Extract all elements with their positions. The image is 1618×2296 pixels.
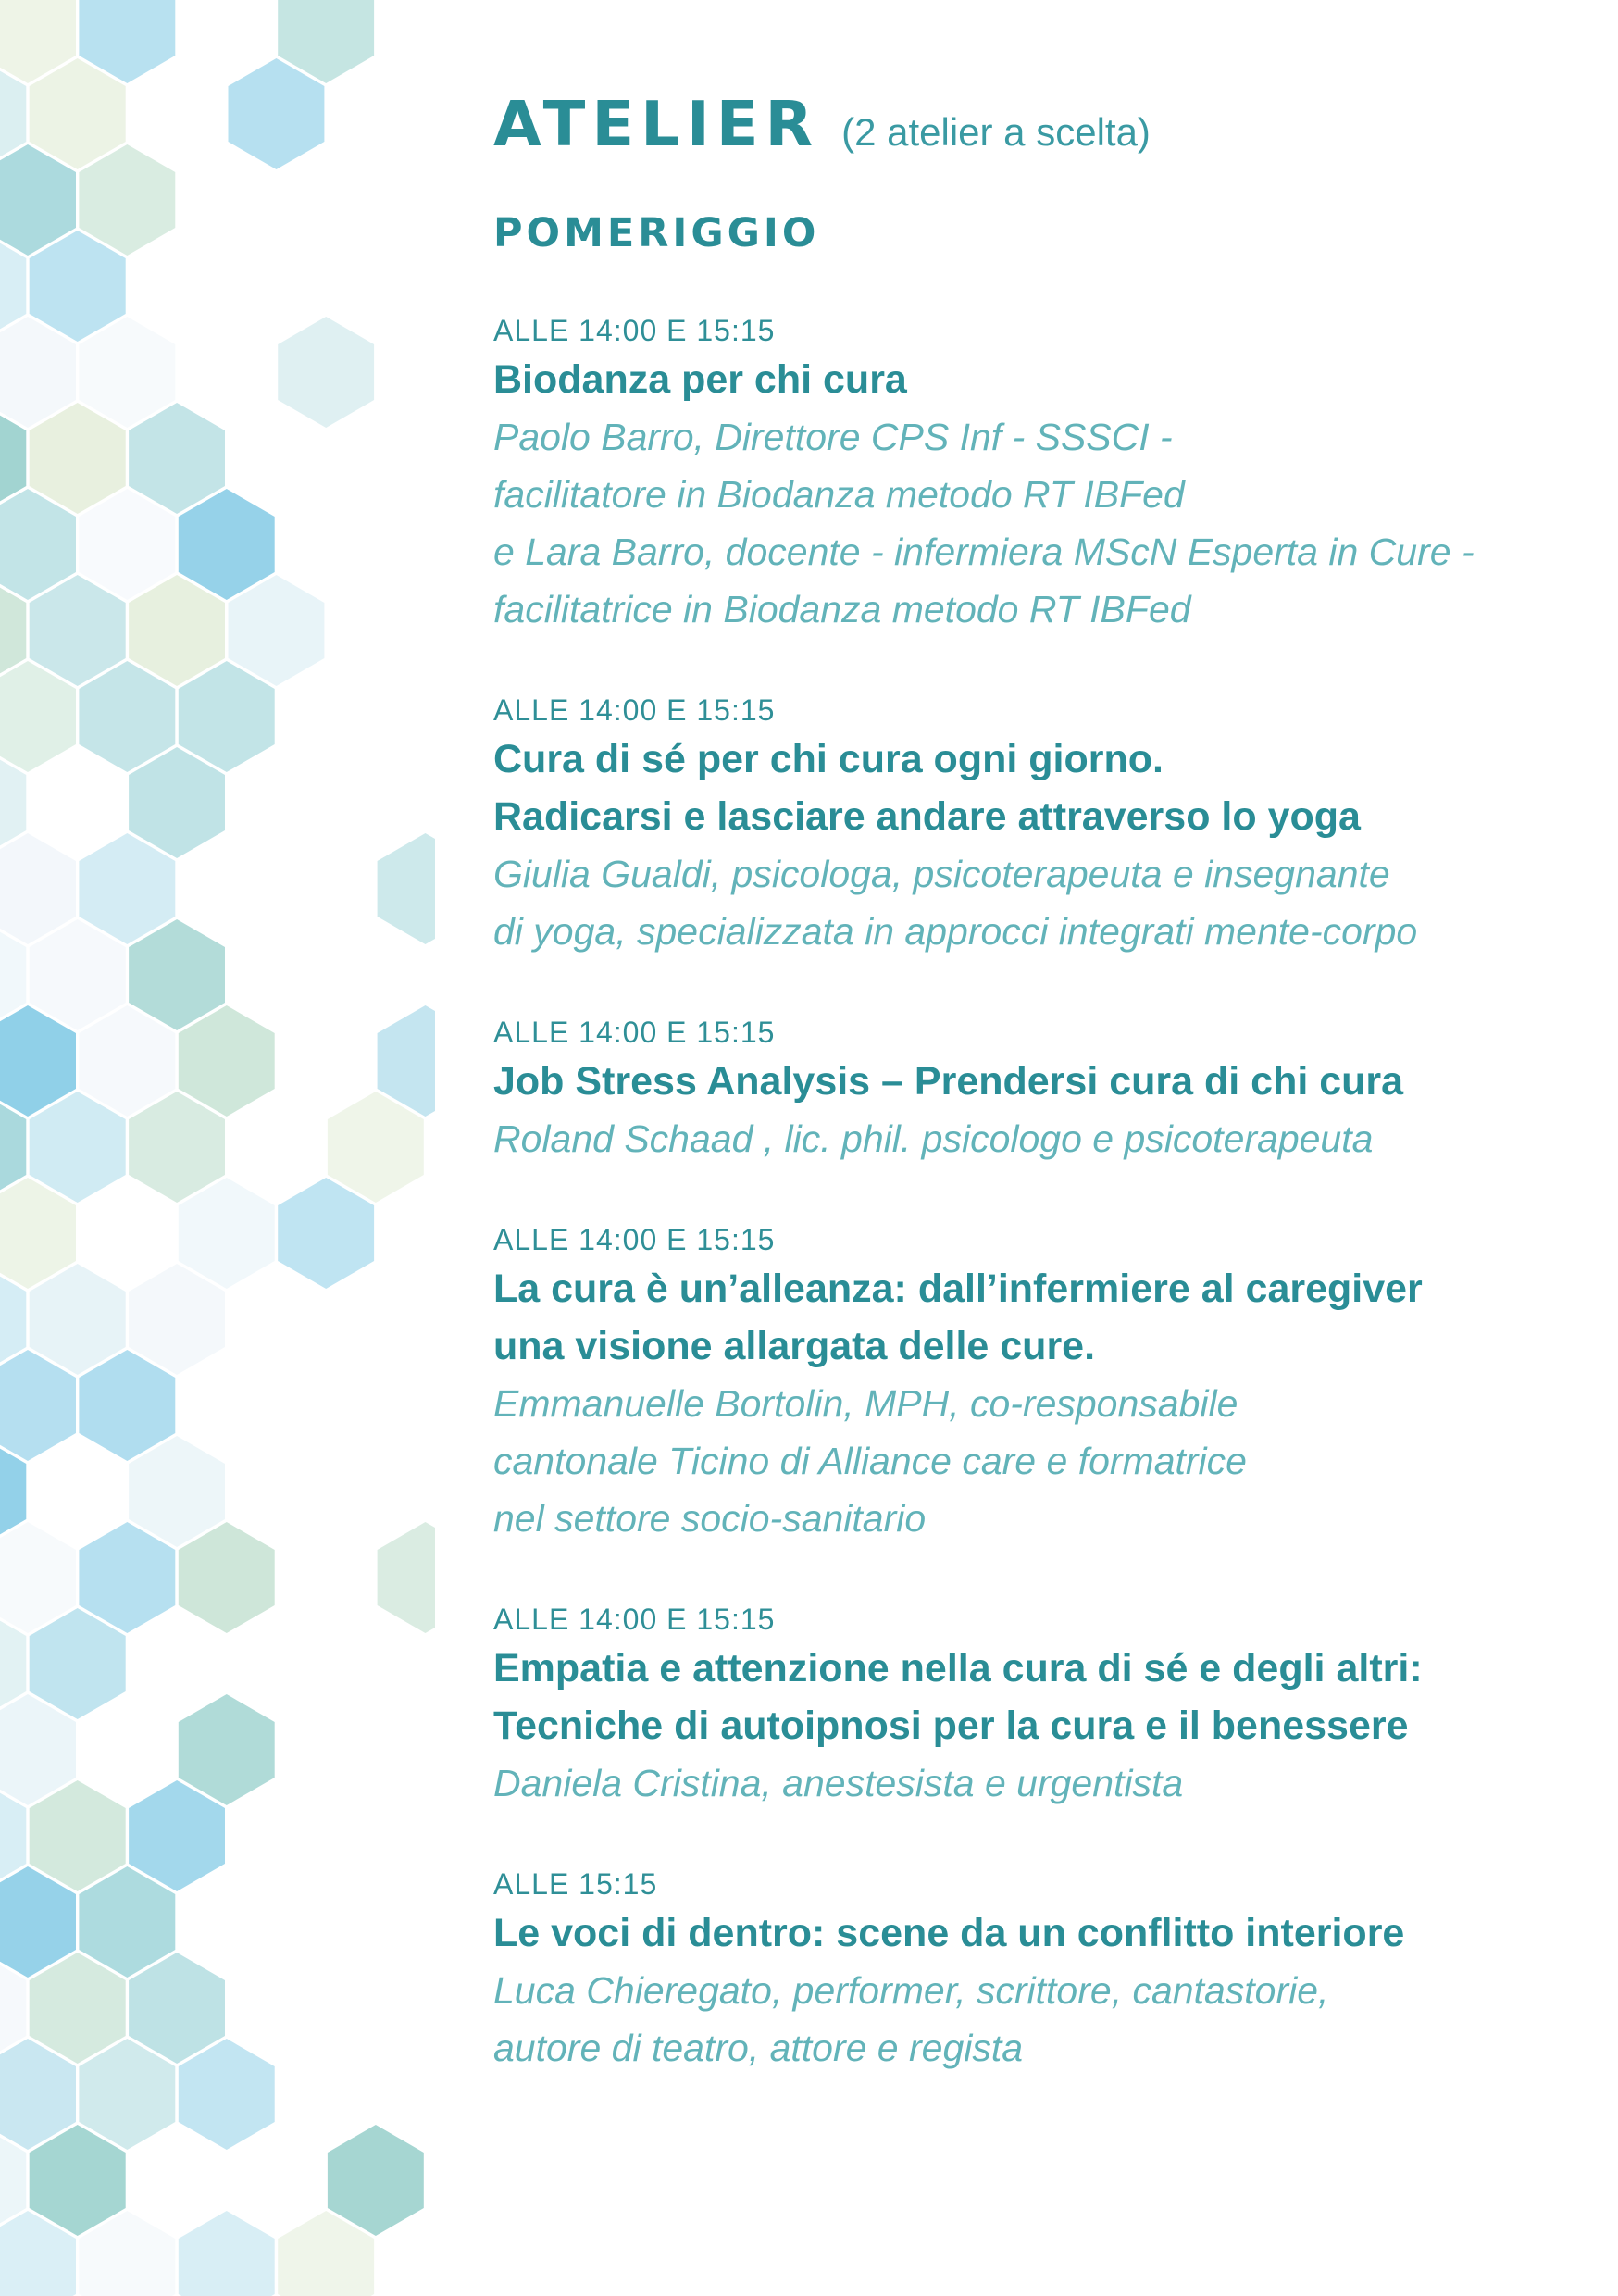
hexagon-shape bbox=[30, 1092, 126, 1203]
hexagon-shape bbox=[129, 747, 225, 858]
title-row bbox=[493, 88, 1549, 171]
session-speaker: Daniela Cristina, anestesista e urgentista bbox=[493, 1762, 1184, 1804]
hexagon-shape bbox=[30, 2125, 126, 2236]
session-speaker: Emmanuelle Bortolin, MPH, co-responsabile bbox=[493, 1382, 1238, 1425]
hexagon-shape bbox=[179, 1178, 275, 1289]
session-speaker: nel settore socio-sanitario bbox=[493, 1497, 927, 1540]
hexagon-shape bbox=[129, 919, 225, 1030]
page-title: ATELIER bbox=[493, 88, 820, 160]
hexagon-shape bbox=[79, 317, 175, 428]
hexagon-shape bbox=[129, 1780, 225, 1891]
hexagon-shape bbox=[129, 1436, 225, 1547]
hexagon-shape bbox=[30, 919, 126, 1030]
session-speaker: cantonale Ticino di Alliance care e formatrice bbox=[493, 1440, 1247, 1482]
session-speaker: e Lara Barro, docente - infermiera MScN Esperta in Cure - bbox=[493, 530, 1475, 573]
hexagon-shape bbox=[378, 833, 435, 944]
session-title: La cura è un’alleanza: dall’infermiere al caregiver bbox=[493, 1267, 1423, 1311]
hexagon-shape bbox=[79, 833, 175, 944]
session-title: Job Stress Analysis – Prendersi cura di chi cura bbox=[493, 1059, 1404, 1104]
session-item bbox=[493, 1012, 1549, 1167]
hexagon-shape bbox=[179, 489, 275, 600]
session-speaker: Roland Schaad , lic. phil. psicologo e psicoterapeuta bbox=[493, 1117, 1374, 1160]
hexagon-shape bbox=[30, 1953, 126, 2064]
hexagon-shape bbox=[129, 1264, 225, 1375]
hexagon-shape bbox=[179, 661, 275, 772]
hexagon-shape bbox=[30, 1608, 126, 1719]
hexagon-shape bbox=[278, 317, 374, 428]
session-time: ALLE 14:00 E 15:15 bbox=[493, 1223, 776, 1256]
hexagon-shape bbox=[79, 489, 175, 600]
hexagon-shape bbox=[129, 1092, 225, 1203]
hexagon-shape bbox=[79, 1522, 175, 1633]
hexagon-shape bbox=[79, 1866, 175, 1978]
hexagon-shape bbox=[328, 2125, 424, 2236]
hexagon-shape bbox=[179, 2211, 275, 2296]
hexagon-shape bbox=[278, 1178, 374, 1289]
session-title: Cura di sé per chi cura ogni giorno. bbox=[493, 737, 1164, 781]
session-title: Empatia e attenzione nella cura di sé e degli altri: bbox=[493, 1646, 1423, 1691]
hexagon-shape bbox=[129, 1953, 225, 2064]
session-time: ALLE 14:00 E 15:15 bbox=[493, 693, 776, 727]
hexagon-shape bbox=[30, 403, 126, 514]
hexagon-shape bbox=[79, 1350, 175, 1461]
session-title: Le voci di dentro: scene da un conflitto interiore bbox=[493, 1911, 1405, 1955]
session-time: ALLE 14:00 E 15:15 bbox=[493, 1016, 776, 1049]
hexagon-shape bbox=[129, 575, 225, 686]
session-time: ALLE 14:00 E 15:15 bbox=[493, 1603, 776, 1636]
session-speaker: autore di teatro, attore e regista bbox=[493, 2027, 1024, 2069]
hexagon-pattern-decoration bbox=[0, 0, 435, 2296]
session-title: Tecniche di autoipnosi per la cura e il benessere bbox=[493, 1703, 1409, 1748]
hexagon-shape bbox=[179, 2039, 275, 2150]
session-list bbox=[493, 310, 1549, 2077]
session-title: una visione allargata delle cure. bbox=[493, 1324, 1096, 1368]
session-time: ALLE 14:00 E 15:15 bbox=[493, 314, 776, 347]
session-time: ALLE 15:15 bbox=[493, 1867, 658, 1901]
atelier-page bbox=[493, 88, 1549, 2128]
hexagon-shape bbox=[79, 2039, 175, 2150]
session-speaker: Giulia Gualdi, psicologa, psicoterapeuta e insegnante bbox=[493, 853, 1390, 895]
session-item bbox=[493, 1864, 1549, 2077]
hexagon-shape bbox=[328, 1092, 424, 1203]
session-item bbox=[493, 690, 1549, 960]
session-item bbox=[493, 1599, 1549, 1812]
session-speaker: di yoga, specializzata in approcci integrati mente-corpo bbox=[493, 910, 1418, 953]
hexagon-shape bbox=[30, 1780, 126, 1891]
session-speaker: Paolo Barro, Direttore CPS Inf - SSSCI - bbox=[493, 416, 1173, 458]
hexagon-shape bbox=[30, 231, 126, 342]
session-speaker: Luca Chieregato, performer, scrittore, cantastorie, bbox=[493, 1969, 1329, 2012]
hexagon-shape bbox=[129, 403, 225, 514]
hexagon-shape bbox=[179, 1694, 275, 1805]
hexagon-shape bbox=[229, 575, 325, 686]
session-speaker: facilitatrice in Biodanza metodo RT IBFed bbox=[493, 588, 1191, 630]
hexagon-shape bbox=[79, 1005, 175, 1117]
session-title: Radicarsi e lasciare andare attraverso lo yoga bbox=[493, 794, 1361, 839]
hexagon-shape bbox=[30, 575, 126, 686]
hexagon-shape bbox=[378, 1522, 435, 1633]
hexagon-shape bbox=[79, 144, 175, 256]
hexagon-shape bbox=[179, 1522, 275, 1633]
hexagon-shape bbox=[179, 1005, 275, 1117]
section-title: POMERIGGIO bbox=[493, 210, 820, 256]
session-item bbox=[493, 310, 1549, 638]
hexagon-shape bbox=[79, 661, 175, 772]
session-speaker: facilitatore in Biodanza metodo RT IBFed bbox=[493, 473, 1185, 516]
hexagon-shape bbox=[229, 58, 325, 169]
session-item bbox=[493, 1219, 1549, 1547]
session-title: Biodanza per chi cura bbox=[493, 357, 907, 402]
hexagon-shape bbox=[30, 58, 126, 169]
hexagon-shape bbox=[30, 1264, 126, 1375]
page-subtitle: (2 atelier a scelta) bbox=[841, 110, 1151, 154]
hexagon-pattern-svg bbox=[0, 0, 435, 2296]
